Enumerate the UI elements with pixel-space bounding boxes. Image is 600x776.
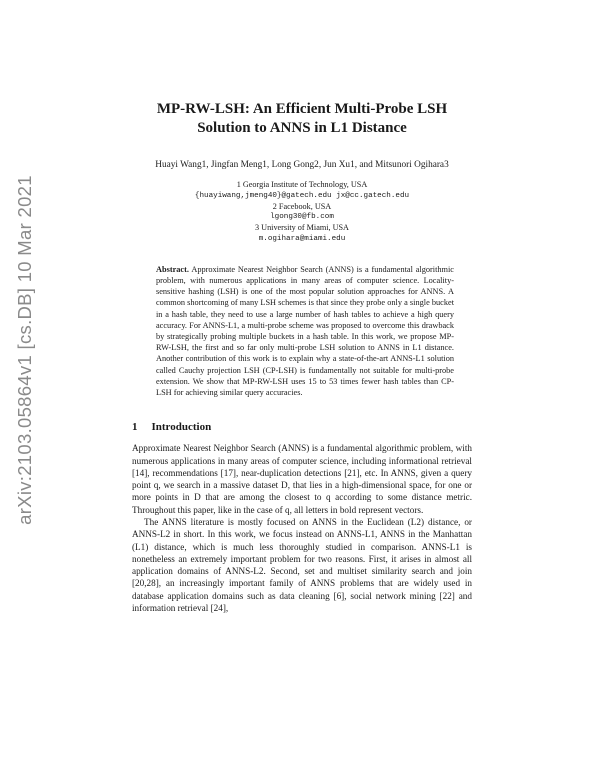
section-heading: [132, 420, 472, 434]
title-line-2: Solution to ANNS in L1 Distance: [197, 120, 407, 136]
section-body: [132, 442, 472, 614]
arxiv-identifier-stamp: [8, 120, 42, 580]
paper-page: [132, 0, 472, 614]
affiliation-1: 1 Georgia Institute of Technology, USA: [236, 180, 368, 189]
intro-paragraph-1: Approximate Nearest Neighbor Search (ANNS) is a fundamental algorithmic problem, with numerous applications in many areas of computer science, including informational retrieval [14], recommendations [17], near-duplication detections [21], etc. In ANNS, given a query point q, we search in a massive dataset D, that lies in a high-dimensional space, for one or more points in D that are among the closest to q according to some distance metric. Throughout this paper, like in the case of q, all letters in bold represent vectors.: [132, 443, 472, 515]
section-title: Introduction: [151, 421, 212, 434]
paper-title: [132, 100, 472, 138]
arxiv-identifier-text: arXiv:2103.05864v1 [cs.DB] 10 Mar 2021: [14, 175, 35, 525]
affiliation-2-email: lgong30@fb.com: [270, 213, 334, 222]
affiliation-2: 2 Facebook, USA: [272, 201, 332, 211]
affiliation-3: 3 University of Miami, USA: [255, 223, 349, 233]
title-line-1: MP-RW-LSH: An Efficient Multi-Probe LSH: [156, 101, 448, 117]
abstract-label: Abstract.: [156, 264, 189, 274]
affiliations: [132, 180, 472, 245]
section-number: 1: [132, 421, 138, 434]
affiliation-1-emails: {huayiwang,jmeng40}@gatech.edu jx@cc.gatech.edu: [194, 191, 410, 200]
author-list: Huayi Wang1, Jingfan Meng1, Long Gong2, Jun Xu1, and Mitsunori Ogihara3: [155, 160, 449, 170]
abstract-text: Approximate Nearest Neighbor Search (ANNS) is a fundamental algorithmic problem, with numerous applications in many areas of computer science. Locality-sensitive hashing (LSH) is one of the most popular solution approaches for ANNS. A common shortcoming of many LSH schemes is that since they probe only a single bucket in a hash table, they need to use a large number of hash tables to achieve a high query accuracy. For ANNS-L1, a multi-probe scheme was proposed to overcome this drawback by strategically probing multiple buckets in a hash table. In this work, we propose MP-RW-LSH, the first and so far only multi-probe LSH solution to ANNS in L1 distance. Another contribution of this work is to explain why a state-of-the-art ANNS-L1 solution called Cauchy projection LSH (CP-LSH) is fundamentally not suitable for multi-probe extension. We show that MP-RW-LSH uses 15 to 53 times fewer hash tables than CP-LSH for achieving similar query accuracies.: [156, 264, 454, 398]
abstract: [156, 264, 454, 398]
intro-paragraph-2: The ANNS literature is mostly focused on ANNS in the Euclidean (L2) distance, or ANNS-L2 in short. In this work, we focus instead on ANNS-L1, ANNS in the Manhattan (L1) distance, which is much less thoroughly studied in comparison. ANNS-L1 is nonetheless an extremely important problem for two reasons. First, it arises in almost all application domains of ANNS-L2. Second, set and multiset similarity search and join [20,28], an increasingly important family of ANNS problems that are widely used in database application domains such as data cleaning [6], social network mining [22] and information retrieval [24],: [132, 517, 472, 614]
affiliation-3-email: m.ogihara@miami.edu: [258, 234, 346, 243]
